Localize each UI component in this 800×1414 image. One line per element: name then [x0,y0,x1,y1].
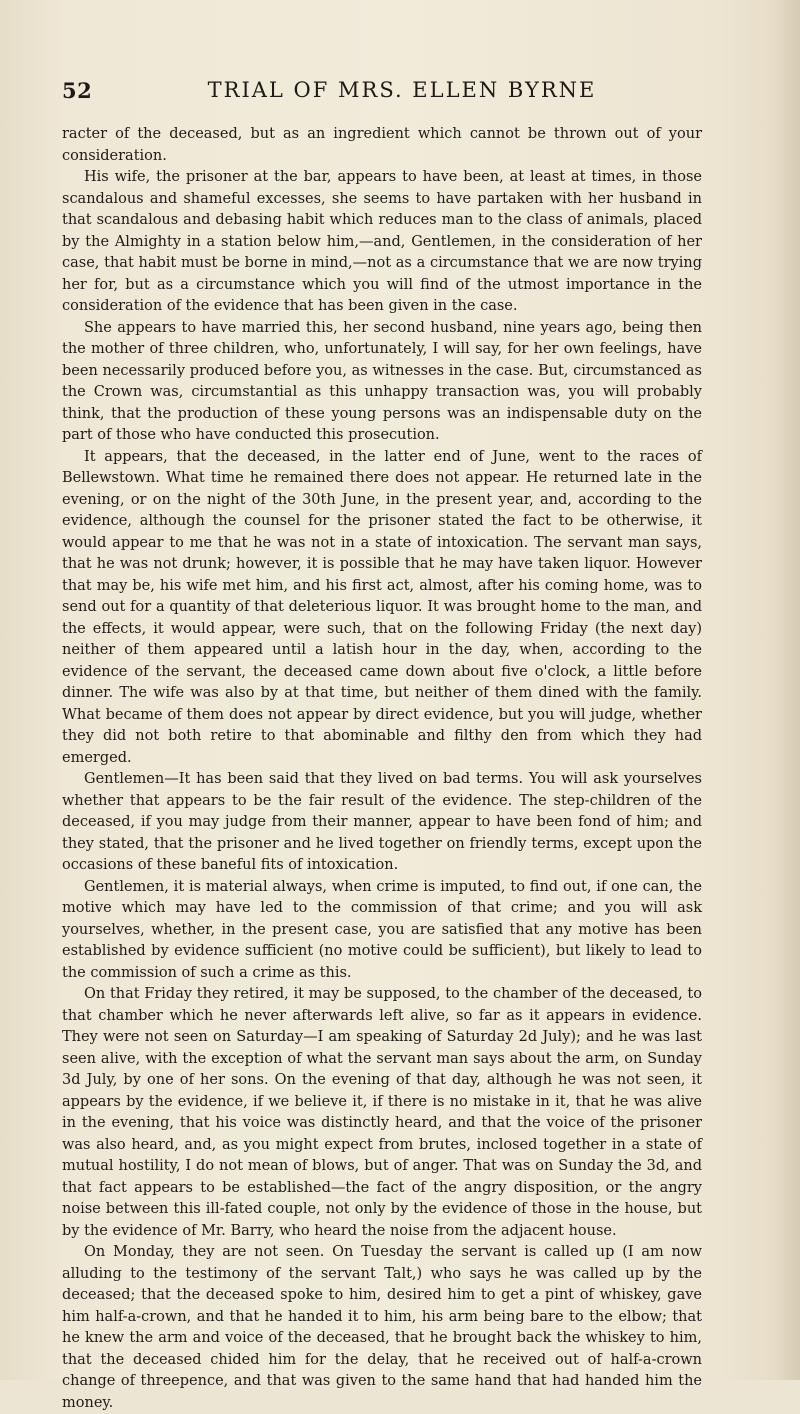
paragraph: Gentlemen—It has been said that they lived on bad terms. You will ask yourselves whether that appears to be the fair result of the evidence. The step-children of the deceased, if you may judge from their manner, appear to have been fond of him; and they stated, that the prisoner and he lived together on friendly terms, except upon the occasions of these baneful fits of intoxication. [62,771,702,873]
paragraph: racter of the deceased, but as an ingredient which cannot be thrown out of your consideration. [62,126,702,164]
page-number: 52 [62,78,93,103]
running-head: TRIAL OF MRS. ELLEN BYRNE [207,78,597,102]
page-header [62,78,702,112]
body-text [62,124,702,1414]
paragraph: On Monday, they are not seen. On Tuesday the servant is called up (I am now alluding to the testimony of the servant Talt,) who says he was called up by the deceased; that the deceased spoke to him, desired him to get a pint of whiskey, gave him half-a-crown, and that he handed it to him, his arm being bare to the elbow; that he knew the arm and voice of the deceased, that he brought back the whiskey to him, that the deceased chided him for the delay, that he received out of half-a-crown change of threepence, and that was given to the same hand that had handed him the money. [62,1244,702,1411]
paragraph: It appears, that the deceased, in the latter end of June, went to the races of Bellewstown. What time he remained there does not appear. He returned late in the evening, or on the night of the 30th June, in the present year, and, according to the evidence, although the counsel for the prisoner stated the fact to be otherwise, it would appear to me that he was not in a state of intoxication. The servant man says, that he was not drunk; however, it is possible that he may have taken liquor. However that may be, his wife met him, and his first act, almost, after his coming home, was to send out for a quantity of that deleterious liquor. It was brought home to the man, and the effects, it would appear, were such, that on the following Friday (the next day) neither of them appeared until a latish hour in the day, when, according to the evidence of the servant, the deceased came down about five o'clock, a little before dinner. The wife was also by at that time, but neither of them dined with the family. What became of them does not appear by direct evidence, but you will judge, whether they did not both retire to that abominable and filthy den from which they had emerged. [62,448,702,766]
paragraph: On that Friday they retired, it may be supposed, to the chamber of the deceased, to that chamber which he never afterwards left alive, so far as it appears in evidence. They were not seen on Saturday—I am speaking of Saturday 2d July); and he was last seen alive, with the exception of what the servant man says about the arm, on Sunday 3d July, by one of her sons. On the evening of that day, although he was not seen, it appears by the evidence, if we believe it, if there is no mistake in it, that he was alive in the evening, that his voice was distinctly heard, and that the voice of the prisoner was also heard, and, as you might expect from brutes, inclosed together in a state of mutual hostility, I do not mean of blows, but of anger. That was on Sunday the 3d, and that fact appears to be established—the fact of the angry disposition, or the angry noise between this ill-fated couple, not only by the evidence of those in the house, but by the evidence of Mr. Barry, who heard the noise from the adjacent house. [62,986,702,1239]
page-edge-shadow [774,0,800,1380]
paragraph: His wife, the prisoner at the bar, appears to have been, at least at times, in those scandalous and shameful excesses, she seems to have partaken with her husband in that scandalous and debasing habit which reduces man to the class of animals, placed by the Almighty in a station below him,—and, Gentlemen, in the consideration of her case, that habit must be borne in mind,—not as a circumstance that we are now trying her for, but as a circumstance which you will find of the utmost importance in the consideration of the evidence that has been given in the case. [62,169,702,314]
paragraph: Gentlemen, it is material always, when crime is imputed, to find out, if one can, the motive which may have led to the commission of that crime; and you will ask yourselves, whether, in the present case, you are satisfied that any motive has been established by evidence sufficient (no motive could be sufficient), but likely to lead to the commission of such a crime as this. [62,878,702,981]
paragraph: She appears to have married this, her second husband, nine years ago, being then the mother of three children, who, unfortunately, I will say, for her own feelings, have been necessarily produced before you, as witnesses in the case. But, circumstanced as the Crown was, circumstantial as this unhappy transaction was, you will probably think, that the production of these young persons was an indispensable duty on the part of those who have conducted this prosecution. [62,319,702,443]
